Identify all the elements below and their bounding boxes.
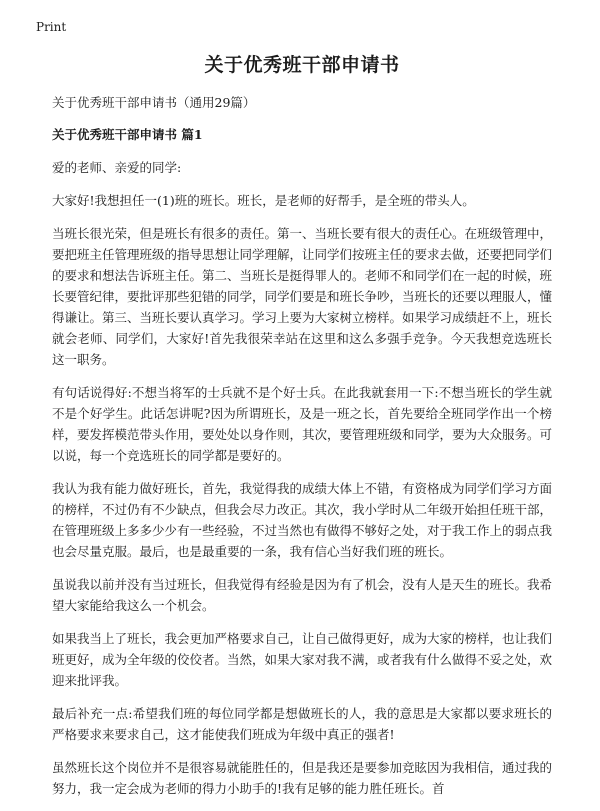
paragraph: 虽然班长这个岗位并不是很容易就能胜任的，但是我还是要参加竞眩因为我相信，通过我的努力，我一定会成为老师的得力小助手的!我有足够的能力胜任班长。首 (52, 760, 553, 796)
paragraph: 大家好!我想担任一(1)班的班长。班长，是老师的好帮手，是全班的带头人。 (52, 193, 475, 208)
paragraph: 虽说我以前并没有当过班长，但我觉得有经验是因为有了机会，没有人是天生的班长。我希望大家能给我这么一个机会。 (52, 577, 553, 613)
document-page (52, 50, 552, 811)
document-subtitle: 关于优秀班干部申请书（通用29篇） (52, 95, 256, 110)
paragraph: 我认为我有能力做好班长，首先，我觉得我的成绩大体上不错，有资格成为同学们学习方面的榜样，不过仍有不少缺点，但我会尽力改正。其次，我小学时从二年级开始担任班干部，在管理班级上多多少少有一些经验，不过当然也有做得不够好之处，对于我工作上的弱点我也会尽量克服。最后，也是最重要的一条，我有信心当好我们班的班长。 (52, 481, 553, 559)
section-heading: 关于优秀班干部申请书 篇1 (52, 127, 203, 142)
print-link[interactable]: Print (36, 20, 67, 34)
paragraph: 有句话说得好:不想当将军的士兵就不是个好士兵。在此我就套用一下:不想当班长的学生就不是个好学生。此话怎讲呢?因为所谓班长，及是一班之长，首先要给全班同学作出一个榜样，要发挥模范带头作用，要处处以身作则，其次，要管理班级和同学，要为大众服务。可以说，每一个竞选班长的同学都是要好的。 (52, 385, 553, 463)
paragraph: 如果我当上了班长，我会更加严格要求自己，让自己做得更好，成为大家的榜样，也让我们班更好，成为全年级的佼佼者。当然，如果大家对我不满，或者我有什么做得不妥之处，欢迎来批评我。 (52, 631, 553, 688)
paragraph-greeting: 爱的老师、亲爱的同学: (52, 160, 182, 175)
document-title: 关于优秀班干部申请书 (204, 54, 400, 76)
paragraph: 当班长很光荣，但是班长有很多的责任。第一、当班长要有很大的责任心。在班级管理中，要把班主任管理班级的指导思想让同学理解，让同学们按班主任的要求去做，还要把同学们的要求和想法告诉班主任。第二、当班长是挺得罪人的。老师不和同学们在一起的时候，班长要管纪律，要批评那些犯错的同学，同学们要是和班长争吵，当班长的还要以理服人，懂得谦让。第三、当班长要认真学习。学习上要为大家树立榜样。如果学习成绩赶不上，班长就会老师、同学们，大家好!首先我很荣幸站在这里和这么多强手竞争。今天我想竞选班长这一职务。 (52, 226, 553, 367)
paragraph: 最后补充一点:希望我们班的每位同学都是想做班长的人，我的意思是大家都以要求班长的严格要求来要求自己，这才能使我们班成为年级中真正的强者! (52, 706, 552, 742)
